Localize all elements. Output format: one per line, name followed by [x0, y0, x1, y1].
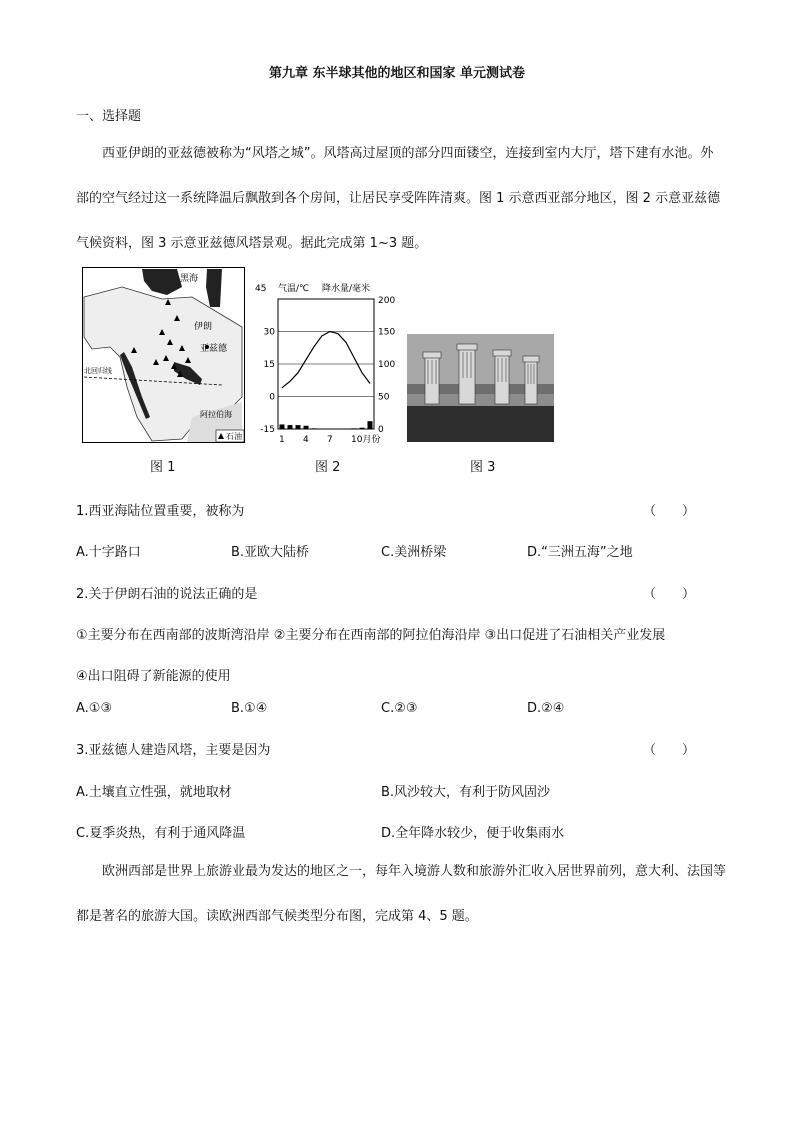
question-1-stem: 1.西亚海陆位置重要，被称为 — [76, 504, 245, 519]
intro-paragraph-1: 西亚伊朗的亚兹德被称为“风塔之城”。风塔高过屋顶的部分四面镂空，连接到室内大厅，塔下建有水池。外部的空气经过这一系统降温后飘散到各个房间，让居民享受阵阵清爽。图 1 示意西亚部分地区，图 2 示意亚兹德气候资料，图 3 示意亚兹德风塔景观。据此完成第 1~3 题。 — [76, 146, 721, 251]
question-3-answer-blank: （ ） — [643, 743, 696, 758]
chart-grid — [278, 299, 374, 429]
right-tick-label: 0 — [378, 425, 384, 435]
question-2-answer-blank: （ ） — [643, 587, 696, 602]
precip-axis-label: 降水量/毫米 — [322, 284, 371, 294]
left-tick-label: -15 — [260, 425, 275, 435]
figure-1-caption: 图 1 — [150, 460, 176, 475]
right-tick-label: 50 — [378, 392, 390, 403]
right-tick-label: 150 — [378, 327, 396, 338]
temp-axis-label: 气温/℃ — [278, 284, 310, 294]
question-1-option-c: C.美洲桥梁 — [381, 545, 447, 560]
precip-bar — [312, 428, 317, 429]
month-tick-label: 4 — [303, 435, 309, 445]
map-label-iran: 伊朗 — [194, 322, 213, 332]
page-title: 第九章 东半球其他的地区和国家 单元测试卷 — [268, 66, 526, 81]
figure-2-caption: 图 2 — [315, 460, 341, 475]
climate-chart-svg — [252, 281, 404, 446]
map-label-yazd: 亚兹德 — [200, 344, 228, 354]
section-heading: 一、选择题 — [76, 109, 142, 124]
month-labels — [279, 433, 380, 445]
figure-2-climate-chart — [252, 281, 404, 446]
map-label-sea: 阿拉伯海 — [200, 410, 232, 419]
right-tick-label: 100 — [378, 360, 396, 370]
question-3-option-d: D.全年降水较少，便于收集雨水 — [381, 826, 565, 841]
month-tick-label: 10月份 — [351, 435, 381, 445]
left-axis-top-label: 45 — [255, 284, 267, 294]
question-2-option-d: D.②④ — [527, 701, 565, 716]
question-2-option-b: B.①④ — [231, 701, 268, 716]
question-1-answer-blank: （ ） — [643, 504, 696, 519]
question-2-statements-1: ①主要分布在西南部的波斯湾沿岸 ②主要分布在西南部的阿拉伯海沿岸 ③出口促进了石油相关产业发展 — [76, 628, 666, 643]
month-tick-label: 1 — [279, 435, 285, 445]
question-3-option-b: B.风沙较大，有利于防风固沙 — [381, 785, 551, 800]
intro-paragraph-2: 欧洲西部是世界上旅游业最为发达的地区之一，每年入境游人数和旅游外汇收入居世界前列，意大利、法国等都是著名的旅游大国。读欧洲西部气候类型分布图，完成第 4、5 题。 — [76, 864, 727, 924]
map-label-tropic: 北回归线 — [84, 367, 112, 375]
question-1-option-d: D.“三洲五海”之地 — [527, 545, 633, 560]
question-2-stem: 2.关于伊朗石油的说法正确的是 — [76, 587, 258, 602]
question-1-option-b: B.亚欧大陆桥 — [231, 545, 310, 560]
question-3-stem: 3.亚兹德人建造风塔，主要是因为 — [76, 743, 271, 758]
map-label-blacksea: 黑海 — [180, 274, 199, 284]
month-tick-label: 7 — [327, 435, 333, 445]
legend-oil-label: 石油 — [226, 432, 242, 441]
wind-tower-photo — [407, 334, 554, 442]
precip-bar — [288, 425, 293, 429]
question-1-option-a: A.十字路口 — [76, 545, 141, 560]
map-graphic — [82, 267, 245, 443]
temperature-curve — [282, 332, 370, 388]
figure-3-caption: 图 3 — [470, 460, 496, 475]
right-axis-top-label: 200 — [378, 296, 396, 306]
question-3-option-c: C.夏季炎热，有利于通风降温 — [76, 826, 246, 841]
figure-3-photo — [407, 334, 554, 442]
precip-bar — [296, 425, 301, 429]
precip-bar — [304, 426, 309, 429]
precip-bar — [360, 428, 365, 429]
chart-ticks — [260, 328, 395, 436]
precip-bar — [280, 424, 285, 429]
left-tick-label: 0 — [269, 392, 275, 403]
question-2-option-c: C.②③ — [381, 701, 418, 716]
question-3-option-a: A.土壤直立性强，就地取材 — [76, 785, 232, 800]
precip-bar — [368, 421, 373, 429]
left-tick-label: 30 — [263, 327, 275, 338]
question-2-option-a: A.①③ — [76, 701, 113, 716]
question-2-statements-2: ④出口阻碍了新能源的使用 — [76, 669, 231, 684]
left-tick-label: 15 — [263, 360, 275, 370]
figure-1-map — [82, 267, 245, 443]
precip-bar — [352, 428, 357, 429]
precip-bars — [280, 421, 373, 429]
